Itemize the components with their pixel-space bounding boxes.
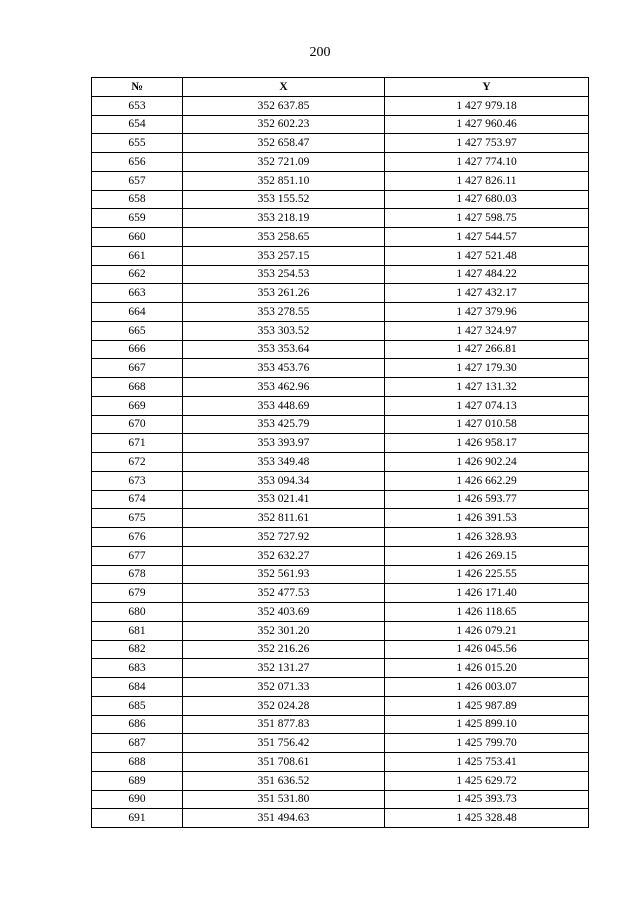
x-coordinate-cell: 352 301.20	[183, 621, 385, 640]
table-row	[92, 228, 589, 247]
y-coordinate-cell: 1 426 662.29	[385, 471, 589, 490]
x-coordinate-cell: 353 021.41	[183, 490, 385, 509]
table-row	[92, 415, 589, 434]
table-row	[92, 659, 589, 678]
point-number-cell: 683	[92, 659, 183, 678]
point-number-cell: 655	[92, 134, 183, 153]
point-number-cell: 680	[92, 603, 183, 622]
table-row	[92, 96, 589, 115]
table-row	[92, 153, 589, 172]
table-row	[92, 321, 589, 340]
table-row	[92, 471, 589, 490]
y-coordinate-cell: 1 427 979.18	[385, 96, 589, 115]
table-row	[92, 490, 589, 509]
y-coordinate-cell: 1 426 171.40	[385, 584, 589, 603]
x-coordinate-cell: 351 531.80	[183, 790, 385, 809]
x-coordinate-cell: 353 261.26	[183, 284, 385, 303]
table-row	[92, 340, 589, 359]
x-coordinate-cell: 353 303.52	[183, 321, 385, 340]
table-row	[92, 209, 589, 228]
x-coordinate-cell: 352 403.69	[183, 603, 385, 622]
y-coordinate-cell: 1 426 118.65	[385, 603, 589, 622]
point-number-cell: 658	[92, 190, 183, 209]
table-row	[92, 265, 589, 284]
y-coordinate-cell: 1 427 379.96	[385, 303, 589, 322]
table-row	[92, 696, 589, 715]
table-row	[92, 378, 589, 397]
x-coordinate-cell: 351 636.52	[183, 771, 385, 790]
table-row	[92, 396, 589, 415]
point-number-cell: 664	[92, 303, 183, 322]
point-number-cell: 675	[92, 509, 183, 528]
y-coordinate-cell: 1 427 324.97	[385, 321, 589, 340]
y-coordinate-cell: 1 426 391.53	[385, 509, 589, 528]
y-coordinate-cell: 1 426 225.55	[385, 565, 589, 584]
table-row	[92, 621, 589, 640]
y-coordinate-cell: 1 427 774.10	[385, 153, 589, 172]
y-coordinate-cell: 1 425 799.70	[385, 734, 589, 753]
y-coordinate-cell: 1 425 987.89	[385, 696, 589, 715]
x-coordinate-cell: 353 462.96	[183, 378, 385, 397]
y-coordinate-cell: 1 427 131.32	[385, 378, 589, 397]
x-coordinate-cell: 353 257.15	[183, 246, 385, 265]
point-number-cell: 690	[92, 790, 183, 809]
x-coordinate-cell: 352 131.27	[183, 659, 385, 678]
table-row	[92, 771, 589, 790]
point-number-cell: 684	[92, 678, 183, 697]
table-row	[92, 134, 589, 153]
point-number-cell: 672	[92, 453, 183, 472]
table-row	[92, 434, 589, 453]
x-coordinate-cell: 353 278.55	[183, 303, 385, 322]
point-number-cell: 676	[92, 528, 183, 547]
y-coordinate-cell: 1 425 753.41	[385, 753, 589, 772]
x-coordinate-cell: 351 494.63	[183, 809, 385, 828]
y-coordinate-cell: 1 425 899.10	[385, 715, 589, 734]
y-coordinate-cell: 1 427 179.30	[385, 359, 589, 378]
y-coordinate-cell: 1 427 826.11	[385, 171, 589, 190]
y-coordinate-cell: 1 426 015.20	[385, 659, 589, 678]
x-coordinate-cell: 353 094.34	[183, 471, 385, 490]
table-row	[92, 246, 589, 265]
x-coordinate-cell: 353 155.52	[183, 190, 385, 209]
table-row	[92, 453, 589, 472]
x-coordinate-cell: 352 632.27	[183, 546, 385, 565]
point-number-cell: 691	[92, 809, 183, 828]
table-row	[92, 509, 589, 528]
point-number-cell: 665	[92, 321, 183, 340]
x-coordinate-cell: 352 658.47	[183, 134, 385, 153]
column-header-y: Y	[385, 78, 589, 97]
x-coordinate-cell: 352 637.85	[183, 96, 385, 115]
point-number-cell: 659	[92, 209, 183, 228]
point-number-cell: 667	[92, 359, 183, 378]
point-number-cell: 662	[92, 265, 183, 284]
y-coordinate-cell: 1 427 266.81	[385, 340, 589, 359]
y-coordinate-cell: 1 425 393.73	[385, 790, 589, 809]
table-row	[92, 171, 589, 190]
column-header-number: №	[92, 78, 183, 97]
table-row	[92, 678, 589, 697]
x-coordinate-cell: 352 216.26	[183, 640, 385, 659]
x-coordinate-cell: 352 727.92	[183, 528, 385, 547]
x-coordinate-cell: 353 258.65	[183, 228, 385, 247]
table-row	[92, 790, 589, 809]
x-coordinate-cell: 353 254.53	[183, 265, 385, 284]
table-row	[92, 115, 589, 134]
y-coordinate-cell: 1 426 958.17	[385, 434, 589, 453]
x-coordinate-cell: 352 561.93	[183, 565, 385, 584]
point-number-cell: 688	[92, 753, 183, 772]
point-number-cell: 666	[92, 340, 183, 359]
table-row	[92, 546, 589, 565]
point-number-cell: 686	[92, 715, 183, 734]
table-body	[92, 96, 589, 827]
point-number-cell: 654	[92, 115, 183, 134]
y-coordinate-cell: 1 426 079.21	[385, 621, 589, 640]
y-coordinate-cell: 1 426 902.24	[385, 453, 589, 472]
point-number-cell: 657	[92, 171, 183, 190]
point-number-cell: 678	[92, 565, 183, 584]
y-coordinate-cell: 1 427 010.58	[385, 415, 589, 434]
point-number-cell: 668	[92, 378, 183, 397]
x-coordinate-cell: 352 851.10	[183, 171, 385, 190]
point-number-cell: 656	[92, 153, 183, 172]
table-row	[92, 715, 589, 734]
table-row	[92, 303, 589, 322]
point-number-cell: 679	[92, 584, 183, 603]
y-coordinate-cell: 1 425 328.48	[385, 809, 589, 828]
x-coordinate-cell: 351 756.42	[183, 734, 385, 753]
y-coordinate-cell: 1 427 521.48	[385, 246, 589, 265]
table-row	[92, 809, 589, 828]
point-number-cell: 671	[92, 434, 183, 453]
point-number-cell: 687	[92, 734, 183, 753]
x-coordinate-cell: 351 708.61	[183, 753, 385, 772]
y-coordinate-cell: 1 427 753.97	[385, 134, 589, 153]
point-number-cell: 653	[92, 96, 183, 115]
point-number-cell: 682	[92, 640, 183, 659]
table-header	[92, 78, 589, 97]
point-number-cell: 689	[92, 771, 183, 790]
point-number-cell: 674	[92, 490, 183, 509]
table-row	[92, 190, 589, 209]
x-coordinate-cell: 352 811.61	[183, 509, 385, 528]
x-coordinate-cell: 353 453.76	[183, 359, 385, 378]
x-coordinate-cell: 352 477.53	[183, 584, 385, 603]
table-row	[92, 284, 589, 303]
table-row	[92, 359, 589, 378]
header-row	[92, 78, 589, 97]
coordinates-table	[91, 77, 589, 828]
x-coordinate-cell: 352 071.33	[183, 678, 385, 697]
table-row	[92, 603, 589, 622]
x-coordinate-cell: 352 024.28	[183, 696, 385, 715]
table-row	[92, 640, 589, 659]
point-number-cell: 660	[92, 228, 183, 247]
table-row	[92, 565, 589, 584]
y-coordinate-cell: 1 426 269.15	[385, 546, 589, 565]
y-coordinate-cell: 1 427 432.17	[385, 284, 589, 303]
point-number-cell: 663	[92, 284, 183, 303]
y-coordinate-cell: 1 427 680.03	[385, 190, 589, 209]
y-coordinate-cell: 1 427 484.22	[385, 265, 589, 284]
x-coordinate-cell: 352 721.09	[183, 153, 385, 172]
y-coordinate-cell: 1 427 544.57	[385, 228, 589, 247]
x-coordinate-cell: 353 448.69	[183, 396, 385, 415]
x-coordinate-cell: 351 877.83	[183, 715, 385, 734]
point-number-cell: 677	[92, 546, 183, 565]
y-coordinate-cell: 1 425 629.72	[385, 771, 589, 790]
y-coordinate-cell: 1 426 003.07	[385, 678, 589, 697]
page-number: 200	[309, 45, 331, 60]
x-coordinate-cell: 353 353.64	[183, 340, 385, 359]
table-row	[92, 753, 589, 772]
y-coordinate-cell: 1 426 045.56	[385, 640, 589, 659]
column-header-x: X	[183, 78, 385, 97]
y-coordinate-cell: 1 427 598.75	[385, 209, 589, 228]
table-row	[92, 734, 589, 753]
point-number-cell: 685	[92, 696, 183, 715]
x-coordinate-cell: 353 425.79	[183, 415, 385, 434]
x-coordinate-cell: 352 602.23	[183, 115, 385, 134]
y-coordinate-cell: 1 426 328.93	[385, 528, 589, 547]
y-coordinate-cell: 1 427 960.46	[385, 115, 589, 134]
x-coordinate-cell: 353 393.97	[183, 434, 385, 453]
x-coordinate-cell: 353 349.48	[183, 453, 385, 472]
y-coordinate-cell: 1 427 074.13	[385, 396, 589, 415]
point-number-cell: 661	[92, 246, 183, 265]
y-coordinate-cell: 1 426 593.77	[385, 490, 589, 509]
table-row	[92, 584, 589, 603]
point-number-cell: 681	[92, 621, 183, 640]
point-number-cell: 673	[92, 471, 183, 490]
point-number-cell: 669	[92, 396, 183, 415]
point-number-cell: 670	[92, 415, 183, 434]
x-coordinate-cell: 353 218.19	[183, 209, 385, 228]
table-row	[92, 528, 589, 547]
